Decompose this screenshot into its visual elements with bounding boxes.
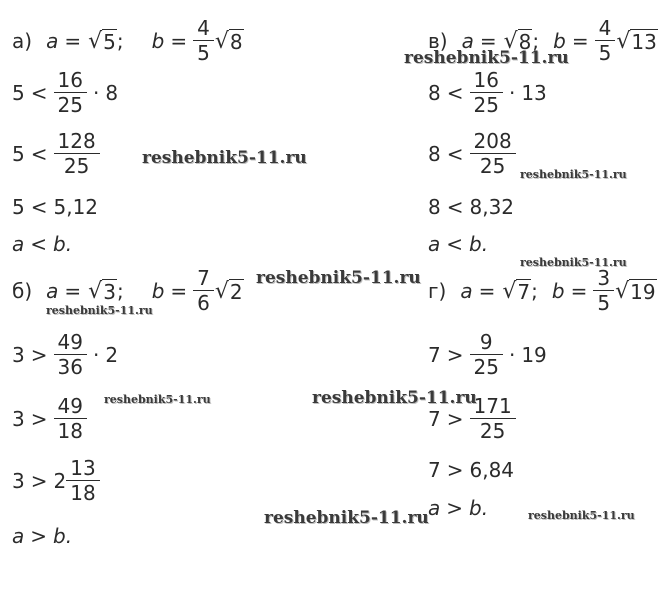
problem-a-definition: а) a = √ 5 ; b = $\frac{4}{5}$ √ 8 bbox=[12, 16, 243, 65]
sqrt-a: √ 7 bbox=[502, 279, 531, 304]
sqrt-a: √ 3 bbox=[88, 279, 116, 304]
watermark: reshebnik5-11.ru bbox=[520, 256, 627, 269]
problem-a-step-1: 5 < $\frac{16}{25}$ · 8 bbox=[12, 68, 119, 117]
fraction: $\frac{9}{25}$ bbox=[472, 332, 501, 377]
problem-b-step-3: 3 > 2 $\frac{13}{18}$ bbox=[12, 458, 100, 503]
problem-a-label: а) bbox=[12, 28, 33, 53]
fraction: $\frac{13}{18}$ bbox=[68, 458, 97, 503]
watermark: reshebnik5-11.ru bbox=[404, 48, 569, 68]
sqrt-a: √ 5 bbox=[88, 29, 116, 54]
fraction: $\frac{49}{18}$ bbox=[56, 396, 85, 441]
problem-g-step-2: 7 > $\frac{171}{25}$ bbox=[428, 396, 516, 441]
fraction: $\frac{7}{6}$ bbox=[195, 268, 212, 313]
watermark: reshebnik5-11.ru bbox=[104, 393, 211, 406]
var-b: b bbox=[553, 28, 566, 53]
sqrt-b: √ 8 bbox=[214, 29, 243, 54]
problem-g-definition: г) a = √ 7 ; b = $\frac{3}{5}$ √ 19 bbox=[428, 266, 656, 315]
watermark: reshebnik5-11.ru bbox=[520, 168, 627, 181]
sqrt-b: √ 19 bbox=[615, 279, 656, 304]
problem-v-step-1: 8 < $\frac{16}{25}$ · 13 bbox=[428, 68, 547, 117]
watermark: reshebnik5-11.ru bbox=[46, 304, 153, 317]
watermark: reshebnik5-11.ru bbox=[142, 148, 307, 168]
fraction: $\frac{49}{36}$ bbox=[56, 332, 85, 377]
problem-v-conclusion: a < b. bbox=[428, 232, 489, 256]
var-a: a bbox=[46, 278, 59, 303]
var-b: b bbox=[151, 28, 165, 53]
fraction: $\frac{4}{5}$ bbox=[195, 18, 212, 63]
problem-g-label: г) bbox=[428, 278, 447, 303]
fraction: $\frac{171}{25}$ bbox=[472, 396, 514, 441]
problem-b-conclusion: a > b. bbox=[12, 524, 73, 548]
problem-b-definition: б) a = √ 3 ; b = $\frac{7}{6}$ √ 2 bbox=[12, 266, 243, 315]
problem-g-step-3: 7 > 6,84 bbox=[428, 458, 515, 482]
problem-a-step-2: 5 < $\frac{128}{25}$ bbox=[12, 131, 100, 176]
fraction: $\frac{16}{25}$ bbox=[472, 70, 501, 115]
fraction: $\frac{208}{25}$ bbox=[472, 131, 514, 176]
var-a: a bbox=[460, 278, 473, 303]
problem-v-definition: в) a = √ 8 ; b = $\frac{4}{5}$ √ 13 bbox=[428, 16, 657, 65]
problem-v-label: в) bbox=[428, 28, 448, 53]
var-b: b bbox=[551, 278, 565, 303]
sqrt-a: √ 8 bbox=[503, 29, 532, 54]
problem-a-conclusion: a < b. bbox=[12, 232, 73, 256]
fraction: $\frac{3}{5}$ bbox=[595, 268, 612, 313]
var-a: a bbox=[46, 28, 59, 53]
watermark: reshebnik5-11.ru bbox=[312, 388, 477, 408]
problem-b-step-2: 3 > $\frac{49}{18}$ bbox=[12, 396, 87, 441]
var-a: a bbox=[461, 28, 474, 53]
fraction: $\frac{4}{5}$ bbox=[597, 18, 614, 63]
watermark: reshebnik5-11.ru bbox=[528, 509, 635, 522]
fraction: $\frac{128}{25}$ bbox=[56, 131, 98, 176]
problem-g-conclusion: a > b. bbox=[428, 496, 489, 520]
sqrt-b: √ 2 bbox=[214, 279, 243, 304]
problem-b-label: б) bbox=[12, 278, 33, 303]
problem-v-step-2: 8 < $\frac{208}{25}$ bbox=[428, 131, 516, 176]
problem-v-step-3: 8 < 8,32 bbox=[428, 195, 515, 219]
problem-a-step-3: 5 < 5,12 bbox=[12, 195, 99, 219]
watermark: reshebnik5-11.ru bbox=[256, 268, 421, 288]
problem-g-step-1: 7 > $\frac{9}{25}$ · 19 bbox=[428, 330, 547, 379]
var-b: b bbox=[151, 278, 165, 303]
problem-b-step-1: 3 > $\frac{49}{36}$ · 2 bbox=[12, 330, 119, 379]
watermark: reshebnik5-11.ru bbox=[264, 508, 429, 528]
fraction: $\frac{16}{25}$ bbox=[56, 70, 85, 115]
sqrt-b: √ 13 bbox=[616, 29, 657, 54]
